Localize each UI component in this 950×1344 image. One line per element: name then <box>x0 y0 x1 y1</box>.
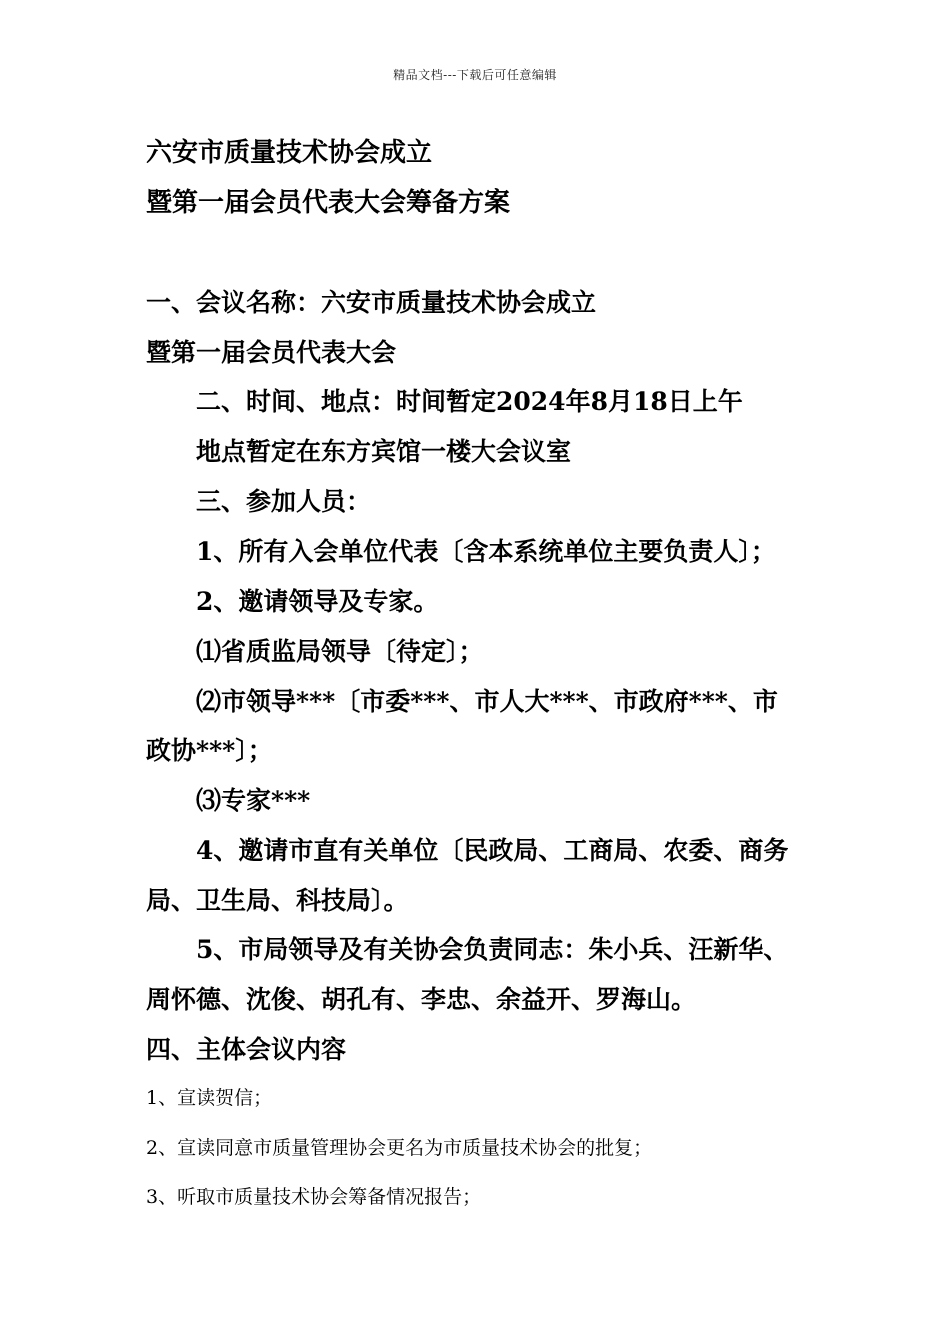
section-3-item-4-line-1: 4、邀请市直有关单位〔民政局、工商局、农委、商务 <box>196 836 789 865</box>
section-3-item-2-sub-1: ⑴省质监局领导〔待定〕； <box>196 637 484 666</box>
document-title-line-2: 暨第一届会员代表大会筹备方案 <box>146 188 511 218</box>
section-3-item-5-line-2: 周怀德、沈俊、胡孔有、李忠、余益开、罗海山。 <box>146 985 697 1014</box>
section-4-item-1: 1、宣读贺信； <box>146 1087 273 1109</box>
section-2-line-1: 二、时间、地点：时间暂定2024年8月18日上午 <box>196 387 743 416</box>
section-3-item-2-sub-2-line-2: 政协***〕； <box>146 736 273 765</box>
section-3-item-2-sub-3: ⑶专家*** <box>196 786 311 815</box>
section-1-line-1: 一、会议名称：六安市质量技术协会成立 <box>146 288 597 317</box>
section-4-heading: 四、主体会议内容 <box>146 1035 347 1064</box>
section-1-line-2: 暨第一届会员代表大会 <box>146 338 397 367</box>
section-3-item-4-line-2: 局、卫生局、科技局〕。 <box>146 886 409 915</box>
section-4-item-3: 3、听取市质量技术协会筹备情况报告； <box>146 1186 482 1208</box>
document-title-line-1: 六安市质量技术协会成立 <box>146 138 433 168</box>
header-note: 精品文档---下载后可任意编辑 <box>393 68 557 82</box>
section-3-heading: 三、参加人员： <box>196 487 372 516</box>
section-3-item-2-sub-2-line-1: ⑵市领导***〔市委***、市人大***、市政府***、市 <box>196 687 778 716</box>
section-3-item-5-line-1: 5、市局领导及有关协会负责同志：朱小兵、汪新华、 <box>196 935 789 964</box>
section-2-line-2: 地点暂定在东方宾馆一楼大会议室 <box>196 437 572 466</box>
section-4-item-2: 2、宣读同意市质量管理协会更名为市质量技术协会的批复； <box>146 1137 653 1159</box>
section-3-item-1: 1、所有入会单位代表〔含本系统单位主要负责人〕； <box>196 537 776 566</box>
section-3-item-2: 2、邀请领导及专家。 <box>196 587 439 616</box>
